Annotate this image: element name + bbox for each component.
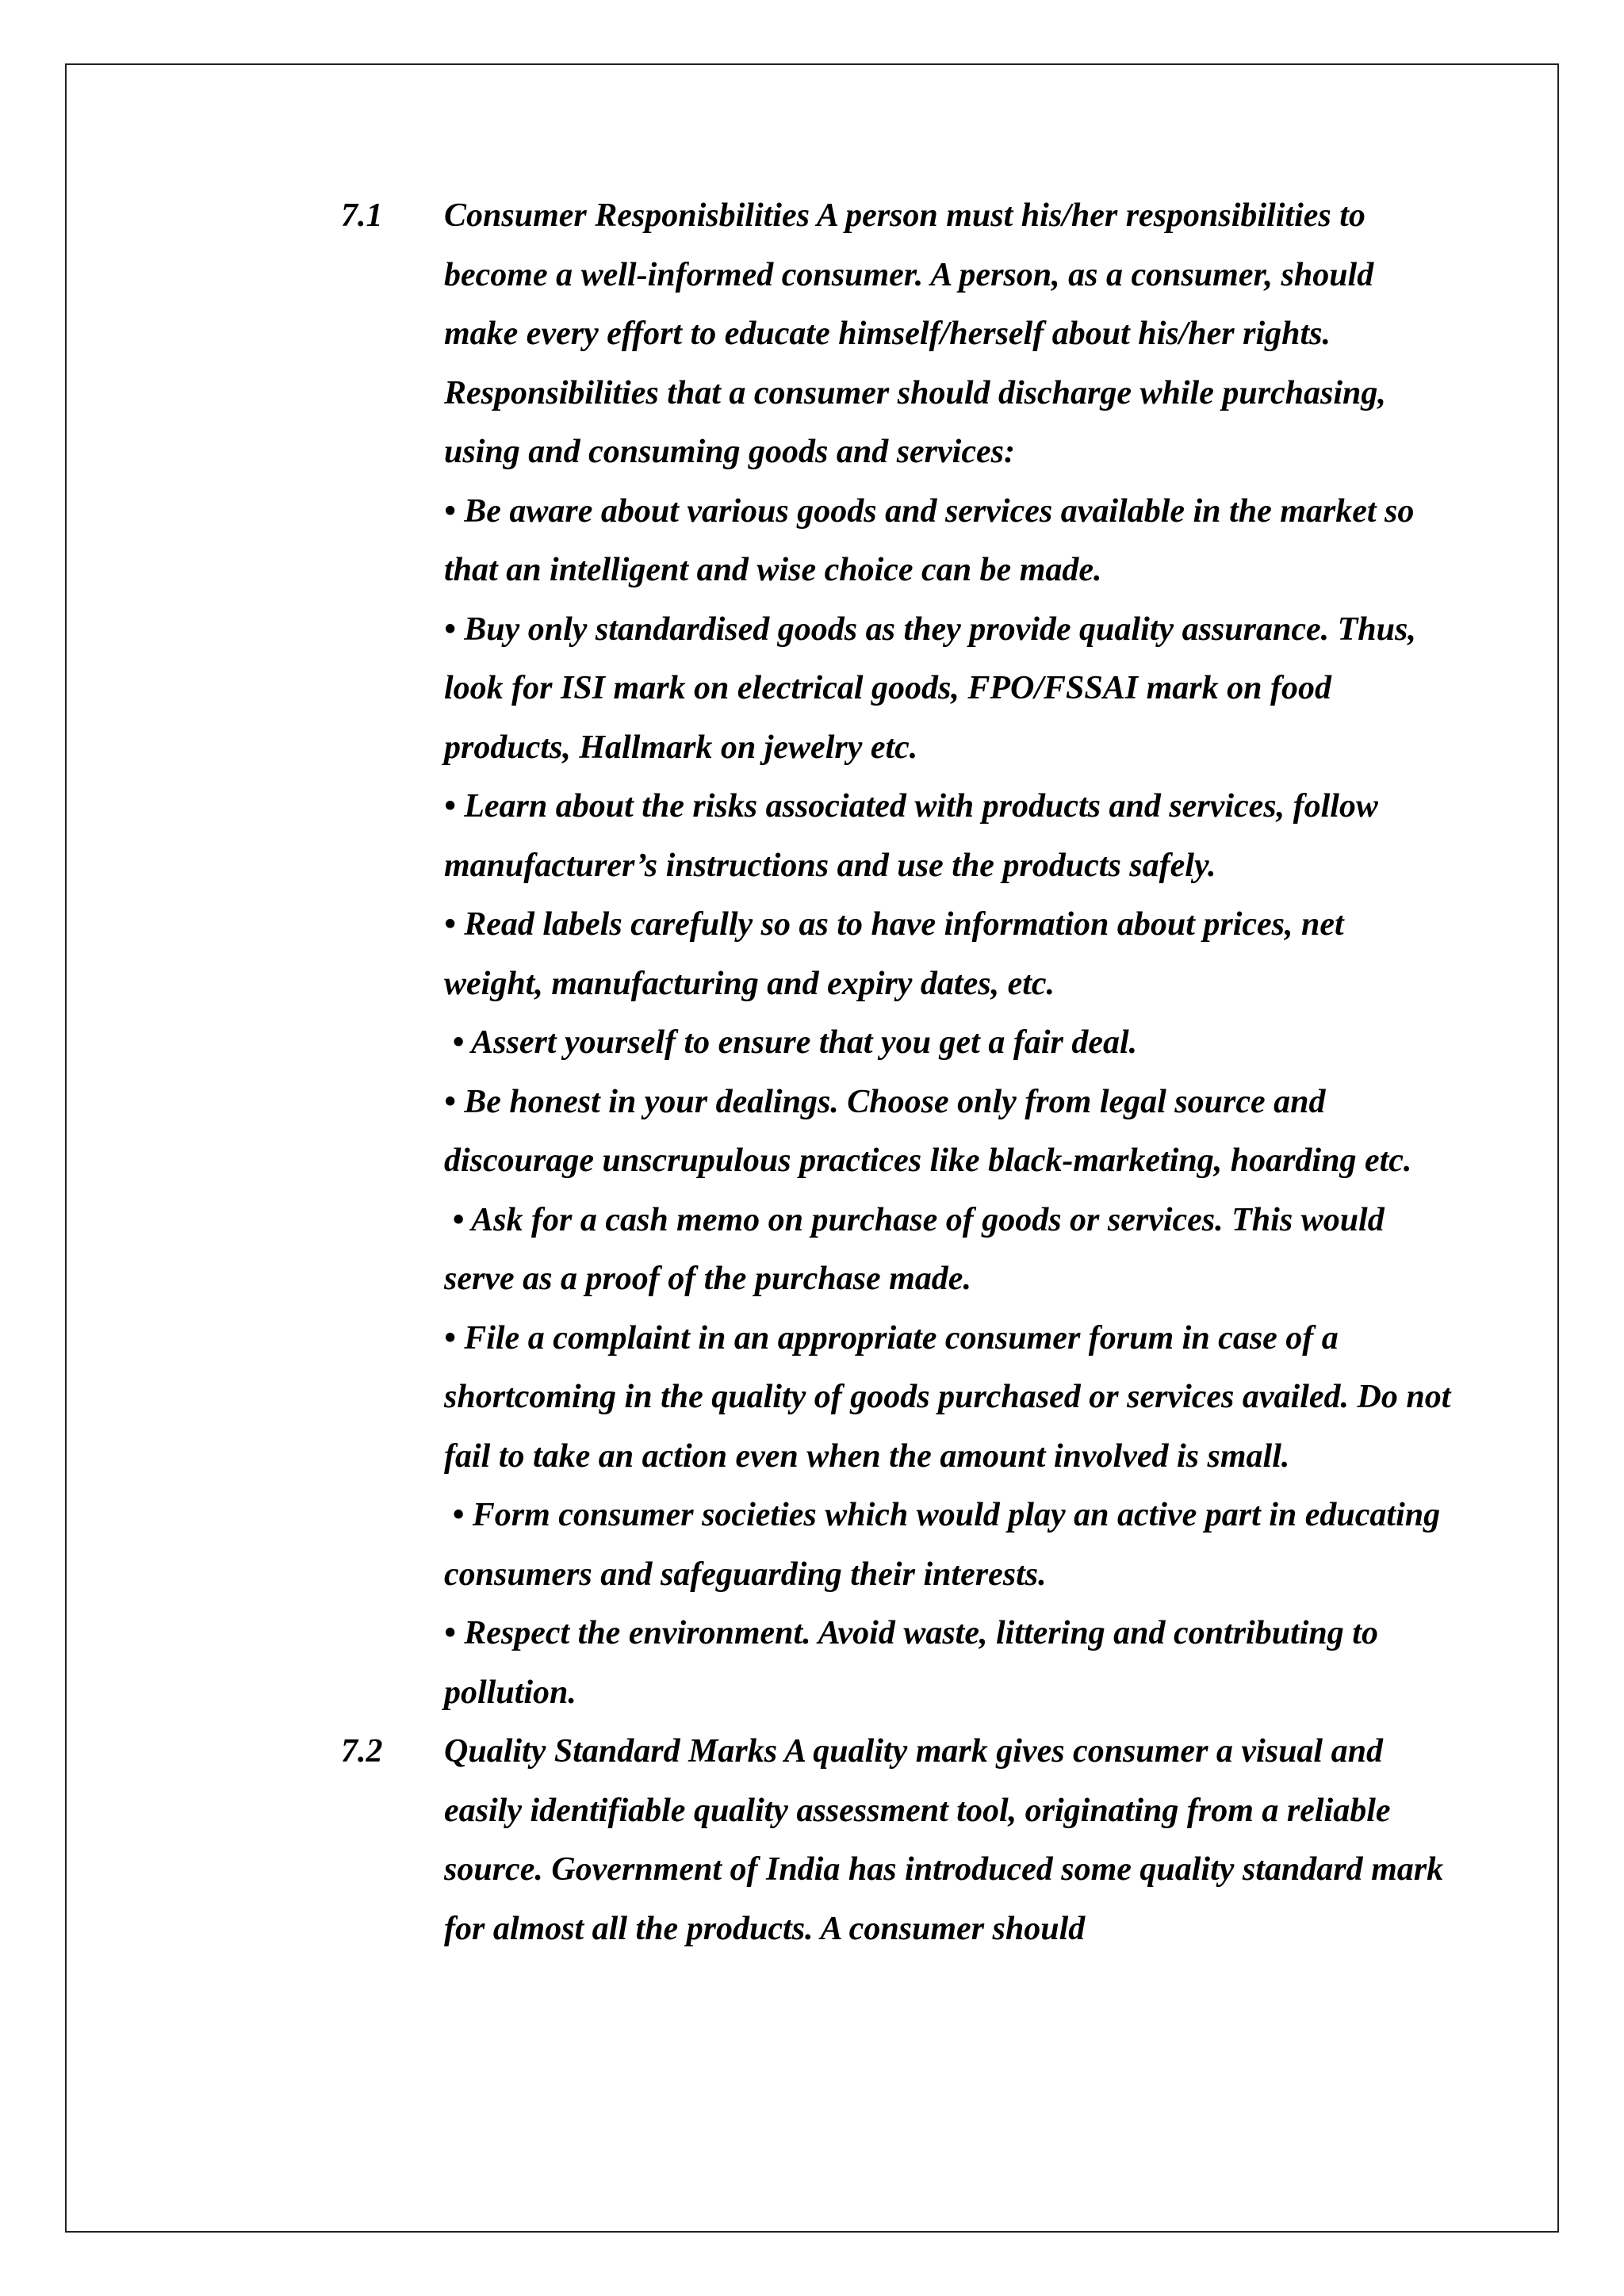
section-intro: Consumer Responisbilities A person must his/her responsibilities to become a well-informed consumer. A person, as a consumer, should make every effort to educate himself/herself about his/her rights. Responsibilities that a consumer should discharge while purchasing, using and consuming goods and services: [444, 197, 1395, 470]
bullet-item: • File a complaint in an appropriate consumer forum in case of a shortcoming in the quality of goods purchased or services availed. Do not fail to take an action even when the amount involved is small. [444, 1319, 1459, 1475]
bullet-item: • Learn about the risks associated with products and services, follow manufacturer’s instructions and use the products safely. [444, 788, 1387, 884]
bullet-item: • Respect the environment. Avoid waste, littering and contributing to pollution. [444, 1615, 1387, 1711]
section-number: 7.1 [341, 197, 383, 234]
section-number: 7.2 [341, 1733, 383, 1770]
bullet-item: • Read labels carefully so as to have information about prices, net weight, manufacturing and expiry dates, etc. [444, 906, 1353, 1002]
section-7-2 [341, 1722, 1451, 1958]
bullet-item: • Be aware about various goods and services available in the market so that an intelligent and wise choice can be made. [444, 492, 1423, 588]
section-body [444, 1722, 1451, 1958]
bullet-item: • Ask for a cash memo on purchase of goods or services. This would serve as a proof of the purchase made. [444, 1201, 1393, 1297]
document-body [341, 186, 1459, 1958]
bullet-item: • Form consumer societies which would play an active part in educating consumers and safeguarding their interests. [444, 1497, 1449, 1593]
bullet-item: • Be honest in your dealings. Choose only from legal source and discourage unscrupulous practices like black-marketing, hoarding etc. [444, 1083, 1412, 1179]
section-body [444, 186, 1459, 1722]
section-intro: Quality Standard Marks A quality mark gives consumer a visual and easily identifiable quality assessment tool, originating from a reliable source. Government of India has introduced some quality standard mark for almost all the products. A consumer should [444, 1733, 1452, 1947]
section-7-1 [341, 186, 1459, 1722]
bullet-item: • Assert yourself to ensure that you get a fair deal. [444, 1024, 1138, 1061]
bullet-item: • Buy only standardised goods as they provide quality assurance. Thus, look for ISI mark on electrical goods, FPO/FSSAI mark on food products, Hallmark on jewelry etc. [444, 610, 1425, 766]
